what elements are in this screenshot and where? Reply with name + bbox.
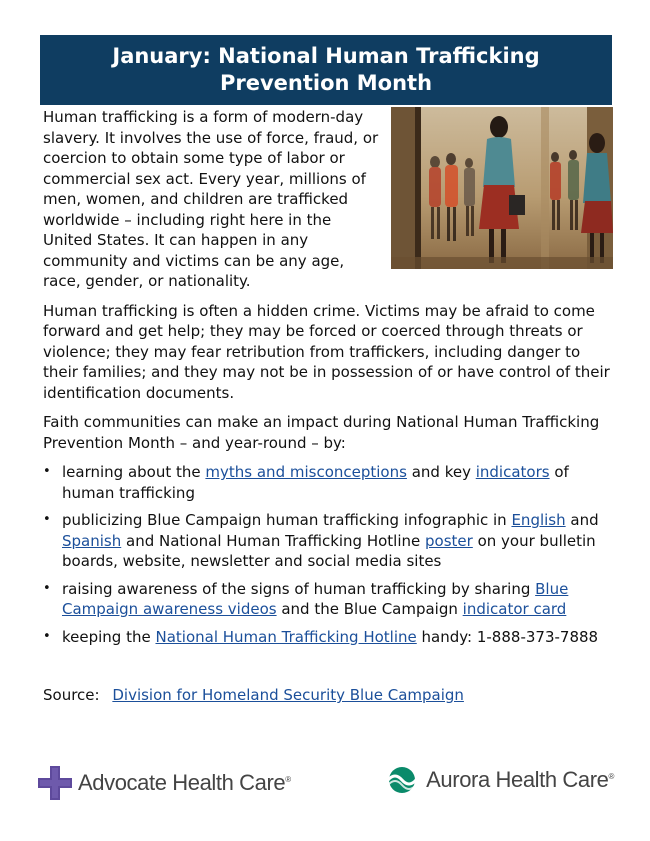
hotline-link[interactable]: National Human Trafficking Hotline	[155, 627, 417, 646]
source-label: Source:	[43, 686, 100, 704]
awareness-videos-link[interactable]: Blue Campaign awareness videos	[62, 579, 569, 618]
aurora-wave-icon	[382, 766, 422, 794]
list-item-text: and National Human Trafficking Hotline	[121, 531, 426, 550]
indicators-link[interactable]: indicators	[475, 463, 550, 481]
list-item-text: raising awareness of the signs of human trafficking by sharing	[62, 579, 536, 598]
list-item-text: of human trafficking	[62, 463, 569, 502]
spanish-infographic-link[interactable]: Spanish	[62, 531, 122, 550]
list-item-text: and key	[406, 463, 476, 481]
list-item	[43, 579, 613, 620]
list-item-text: keeping the	[62, 627, 156, 646]
english-infographic-link[interactable]: English	[511, 511, 566, 529]
trafficking-illustration-image	[391, 107, 613, 269]
intro-paragraph: Human trafficking is a form of modern-day slavery. It involves the use of force, fraud, or coercion to obtain some type of labor or commercial sex act. Every year, millions of men, women, and children are trafficked worldwide – including right here in the United States. It can happen in any community and victims can be any age, race, gender, or nationality.	[43, 108, 379, 290]
hidden-crime-paragraph: Human trafficking is often a hidden crime. Victims may be afraid to come forward and get help; they may be forced or coerced through threats or violence; they may fear retribution from traffickers, including danger to their families; and they may not be in possession of or have control of their identification documents.	[43, 301, 610, 402]
myths-misconceptions-link[interactable]: myths and misconceptions	[205, 463, 407, 481]
title-line-1: January: National Human Trafficking	[112, 44, 540, 68]
list-item	[43, 462, 613, 503]
list-item-text: publicizing Blue Campaign human trafficking infographic in	[62, 511, 512, 529]
list-item-text: learning about the	[62, 463, 206, 481]
advocate-logo-text	[78, 770, 291, 796]
list-item	[43, 627, 613, 648]
aurora-registered-mark: ®	[608, 772, 614, 781]
faith-communities-paragraph: Faith communities can make an impact during National Human Trafficking Prevention Month – and year-round – by:	[43, 413, 600, 452]
list-item-text: and the Blue Campaign	[276, 600, 463, 618]
source-line	[43, 686, 464, 704]
aurora-logo-text	[426, 767, 614, 793]
aurora-name: Aurora Health Care	[426, 767, 609, 792]
page-title-banner	[40, 35, 612, 105]
list-item-text: and	[565, 511, 599, 529]
list-item-text: on your bulletin boards, website, newsletter and social media sites	[62, 531, 596, 570]
advocate-logo	[38, 766, 291, 800]
advocate-name: Advocate Health Care	[78, 770, 286, 795]
indicator-card-link[interactable]: indicator card	[462, 600, 567, 618]
advocate-registered-mark: ®	[285, 775, 291, 784]
footer-logos	[38, 766, 614, 806]
hotline-poster-link[interactable]: poster	[425, 531, 473, 550]
title-line-2: Prevention Month	[219, 71, 433, 95]
action-list	[43, 462, 613, 647]
list-item-text: handy: 1-888-373-7888	[416, 627, 599, 646]
aurora-logo	[382, 766, 614, 794]
list-item	[43, 510, 613, 572]
blue-campaign-source-link[interactable]: Division for Homeland Security Blue Campaign	[112, 686, 464, 704]
article-body	[43, 107, 613, 654]
advocate-cross-icon	[38, 766, 72, 800]
